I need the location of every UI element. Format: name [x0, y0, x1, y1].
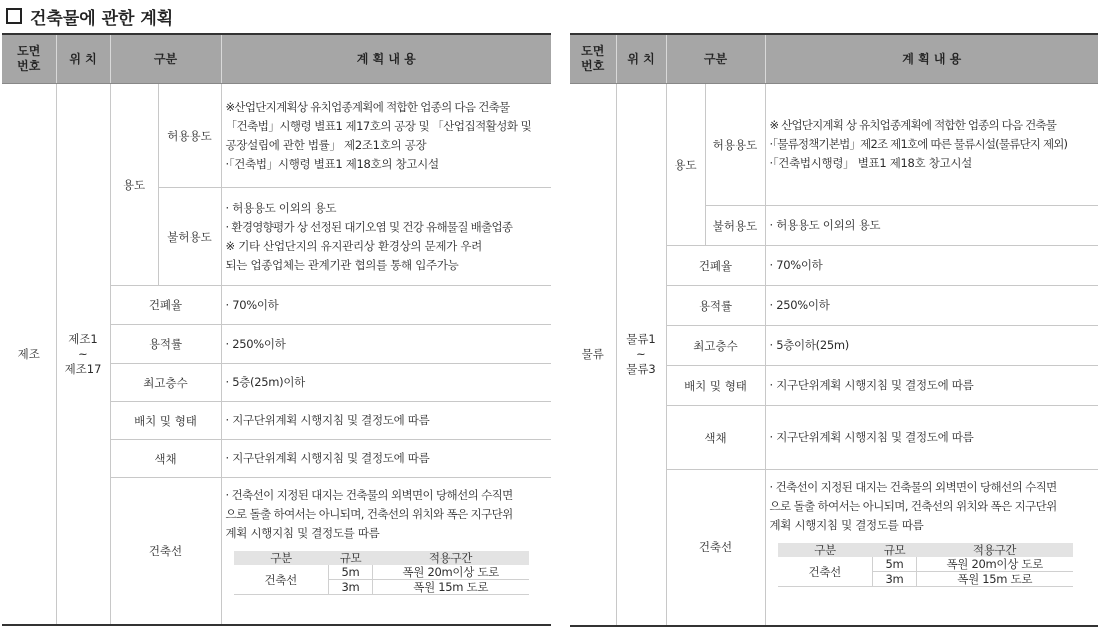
subtable-row — [778, 557, 1073, 572]
header-zone-no — [2, 34, 56, 84]
subtable-header-category: 구분 — [234, 551, 329, 565]
prohibited-use-label: 불허용도 — [158, 188, 221, 286]
prohibited-line: · 허용용도 이외의 용도 — [225, 200, 337, 215]
location-end: 물류3 — [626, 362, 656, 377]
allowed-line: 공장설립에 관한 법률」 제2조1호의 공장 — [225, 137, 427, 152]
table-header-row — [2, 34, 551, 84]
header-zone-no-line: 도면 번호 — [17, 44, 41, 73]
coverage-label: 건폐율 — [666, 246, 765, 286]
location-start: 물류1 — [626, 332, 656, 347]
allowed-use-content — [221, 84, 551, 188]
coverage-value: · 70%이하 — [221, 286, 551, 325]
building-plan-table-manufacturing — [2, 33, 551, 626]
subtable-scale: 5m — [873, 557, 917, 572]
header-content: 계 획 내 용 — [221, 34, 551, 84]
coverage-label: 건폐율 — [110, 286, 221, 325]
prohibited-line: · 허용용도 이외의 용도 — [769, 218, 881, 232]
layout-form-label: 배치 및 형태 — [666, 366, 765, 406]
setback-line: 계획 시행지침 및 결정도를 따름 — [225, 526, 380, 540]
subtable-header — [234, 551, 529, 565]
allowed-line: ·「건축법시행령」 별표1 제18호 창고시설 — [769, 156, 972, 170]
subtable-header-scale: 규모 — [873, 543, 917, 557]
header-location: 위 치 — [56, 34, 110, 84]
max-floors-label: 최고층수 — [666, 326, 765, 366]
setback-content — [221, 478, 551, 625]
header-category: 구분 — [110, 34, 221, 84]
allowed-use-label: 허용용도 — [158, 84, 221, 188]
header-location: 위 치 — [616, 34, 666, 84]
table-row — [570, 84, 1098, 206]
subtable-row-label: 건축선 — [778, 557, 873, 587]
subtable-section: 폭원 20m이상 도로 — [373, 565, 529, 580]
prohibited-line: 되는 업종업체는 관계기관 협의를 통해 입주가능 — [225, 257, 459, 272]
setback-line: · 건축선이 지정된 대지는 건축물의 외벽면이 당해선의 수직면 — [769, 480, 1057, 494]
allowed-use-content — [765, 84, 1098, 206]
allowed-line: ·「건축법」시행령 별표1 제18호의 창고시설 — [225, 156, 439, 171]
setback-subtable — [234, 551, 529, 595]
prohibited-use-label: 불허용도 — [705, 206, 765, 246]
setback-label: 건축선 — [666, 470, 765, 626]
page-title — [6, 3, 173, 29]
header-zone-no — [570, 34, 616, 84]
subtable-header-section: 적용구간 — [373, 551, 529, 565]
layout-form-value: · 지구단위계획 시행지침 및 결정도에 따름 — [221, 402, 551, 440]
location-start: 제조1 — [68, 331, 98, 346]
allowed-line: ※ 산업단지계획 상 유치업종계획에 적합한 업종의 다음 건축물 — [769, 118, 1057, 132]
prohibited-line: · 환경영향평가 상 선정된 대기오염 및 건강 유해물질 배출업종 — [225, 219, 513, 234]
coverage-value: · 70%이하 — [765, 246, 1098, 286]
setback-label: 건축선 — [110, 478, 221, 625]
header-zone-no-line: 도면 번호 — [581, 44, 605, 73]
square-bullet-icon — [6, 8, 22, 24]
table-row — [2, 84, 551, 188]
max-floors-value: · 5층(25m)이하 — [221, 364, 551, 402]
layout-form-value: · 지구단위계획 시행지침 및 결정도에 따름 — [765, 366, 1098, 406]
max-floors-value: · 5층이하(25m) — [765, 326, 1098, 366]
prohibited-line: ※ 기타 산업단지의 유지관리상 환경상의 문제가 우려 — [225, 238, 482, 253]
allowed-use-label: 허용용도 — [705, 84, 765, 206]
subtable-scale: 3m — [329, 580, 373, 595]
subtable-header-section: 적용구간 — [917, 543, 1073, 557]
subtable-row — [234, 565, 529, 580]
subtable-section: 폭원 20m이상 도로 — [917, 557, 1073, 572]
use-label: 용도 — [666, 84, 705, 246]
floor-area-ratio-label: 용적률 — [110, 325, 221, 364]
floor-area-ratio-label: 용적률 — [666, 286, 765, 326]
location-tilde: ~ — [636, 347, 646, 362]
zone-no-cell: 제조 — [2, 84, 56, 625]
allowed-line: ·「물류정책기본법」제2조 제1호에 따른 물류시설(물류단지 제외) — [769, 137, 1068, 151]
page-title-text: 건축물에 관한 계획 — [30, 8, 174, 29]
subtable-scale: 5m — [329, 565, 373, 580]
subtable-header — [778, 543, 1073, 557]
subtable-section: 폭원 15m 도로 — [373, 580, 529, 595]
setback-line: 으로 돌출 하여서는 아니되며, 건축선의 위치와 폭은 지구단위 — [769, 499, 1057, 513]
subtable-header-category: 구분 — [778, 543, 873, 557]
color-value: · 지구단위계획 시행지침 및 결정도에 따름 — [221, 440, 551, 478]
layout-form-label: 배치 및 형태 — [110, 402, 221, 440]
floor-area-ratio-value: · 250%이하 — [765, 286, 1098, 326]
color-value: · 지구단위계획 시행지침 및 결정도에 따름 — [765, 406, 1098, 470]
location-cell — [56, 84, 110, 625]
setback-line: · 건축선이 지정된 대지는 건축물의 외벽면이 당해선의 수직면 — [225, 488, 513, 502]
subtable-scale: 3m — [873, 572, 917, 587]
location-cell — [616, 84, 666, 626]
location-tilde: ~ — [78, 346, 88, 361]
subtable-row-label: 건축선 — [234, 565, 329, 595]
header-content: 계 획 내 용 — [765, 34, 1098, 84]
subtable-section: 폭원 15m 도로 — [917, 572, 1073, 587]
setback-content — [765, 470, 1098, 626]
location-end: 제조17 — [64, 361, 102, 376]
color-label: 색채 — [110, 440, 221, 478]
setback-line: 계획 시행지침 및 결정도를 따름 — [769, 518, 924, 532]
color-label: 색채 — [666, 406, 765, 470]
zone-no-cell: 물류 — [570, 84, 616, 626]
header-category: 구분 — [666, 34, 765, 84]
setback-line: 으로 돌출 하여서는 아니되며, 건축선의 위치와 폭은 지구단위 — [225, 507, 513, 521]
prohibited-use-content — [221, 188, 551, 286]
allowed-line: ※산업단지계획상 유치업종계획에 적합한 업종의 다음 건축물 — [225, 99, 510, 114]
table-header-row — [570, 34, 1098, 84]
allowed-line: 「건축법」시행령 별표1 제17호의 공장 및 「산업집적활성화 및 — [225, 118, 532, 133]
subtable-header-scale: 규모 — [329, 551, 373, 565]
floor-area-ratio-value: · 250%이하 — [221, 325, 551, 364]
prohibited-use-content — [765, 206, 1098, 246]
building-plan-table-logistics — [570, 33, 1098, 627]
use-label: 용도 — [110, 84, 158, 286]
setback-subtable — [778, 543, 1073, 587]
max-floors-label: 최고층수 — [110, 364, 221, 402]
